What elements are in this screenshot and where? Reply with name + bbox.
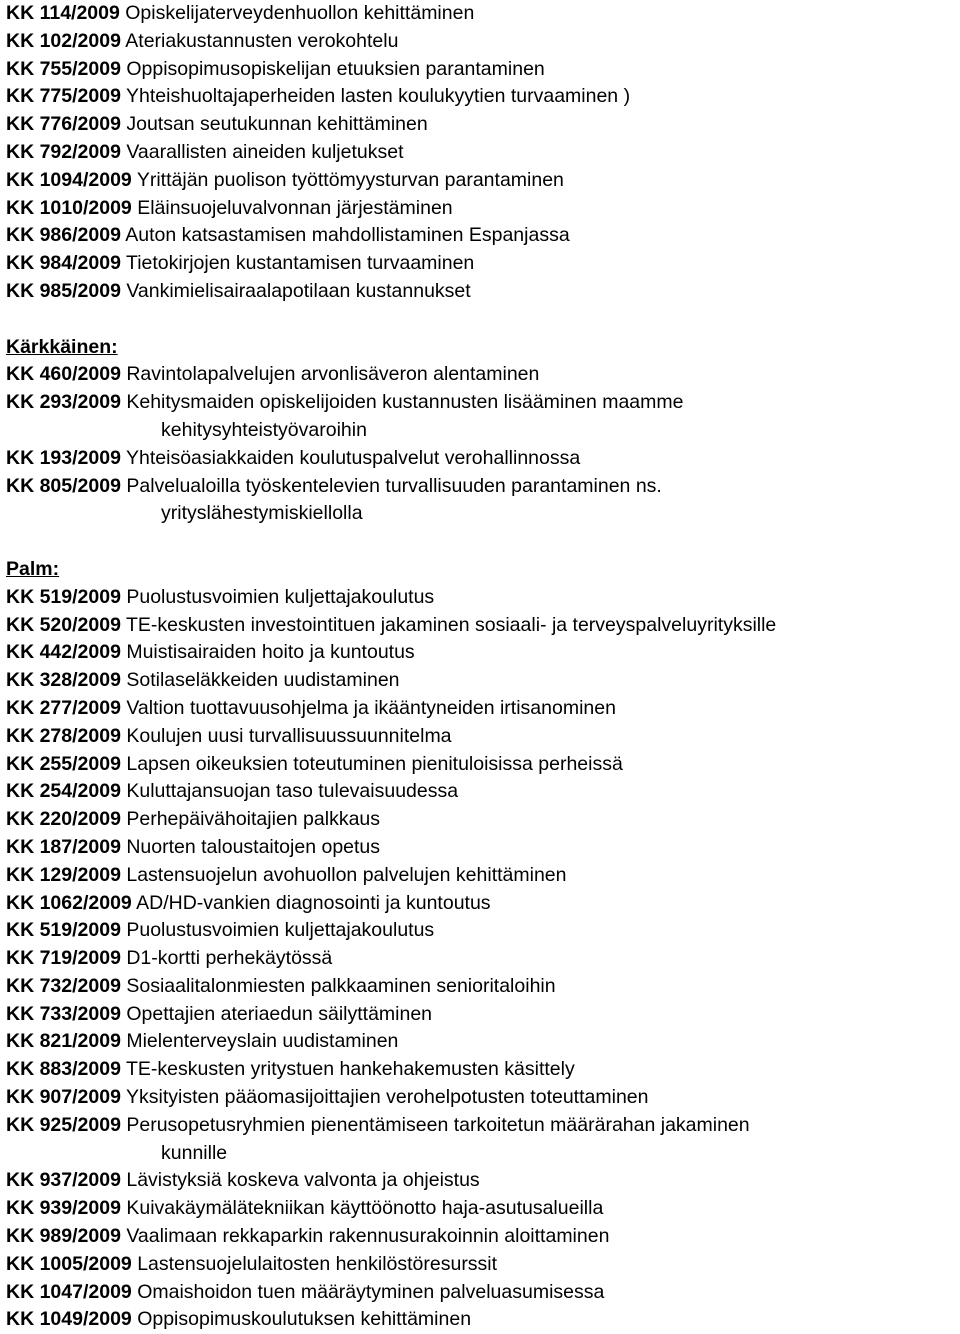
- question-entry: [6, 1112, 960, 1140]
- question-title: AD/HD-vankien diagnosointi ja kuntoutus: [136, 891, 491, 914]
- question-title: Eläinsuojeluvalvonnan järjestäminen: [137, 196, 453, 219]
- question-code: KK 775/2009: [6, 85, 121, 108]
- question-title: Puolustusvoimien kuljettajakoulutus: [126, 585, 435, 608]
- question-title-continuation: kehitysyhteistyövaroihin: [161, 418, 367, 441]
- question-entry: [6, 361, 960, 389]
- question-code: KK 776/2009: [6, 113, 121, 136]
- question-code: KK 1005/2009: [6, 1252, 132, 1275]
- question-entry: [6, 1001, 960, 1029]
- section-heading-karkkainen: Kärkkäinen:: [6, 335, 118, 358]
- question-entry: [6, 584, 960, 612]
- question-code: KK 255/2009: [6, 752, 121, 775]
- question-code: KK 989/2009: [6, 1225, 121, 1248]
- question-title: Yksityisten pääomasijoittajien verohelpotusten toteuttaminen: [126, 1086, 649, 1109]
- question-title: Opettajien ateriaedun säilyttäminen: [126, 1002, 433, 1025]
- question-title: Lapsen oikeuksien toteutuminen pienituloisissa perheissä: [126, 752, 623, 775]
- question-title: TE-keskusten investointituen jakaminen sosiaali- ja terveyspalveluyrityksille: [126, 613, 777, 636]
- question-entry: [6, 56, 960, 84]
- question-title: Koulujen uusi turvallisuussuunnitelma: [126, 724, 452, 747]
- question-title: Ateriakustannusten verokohtelu: [125, 29, 399, 52]
- question-list-section-1: [6, 0, 960, 306]
- question-code: KK 254/2009: [6, 780, 121, 803]
- question-code: KK 293/2009: [6, 391, 121, 414]
- question-entry: [6, 834, 960, 862]
- question-code: KK 220/2009: [6, 808, 121, 831]
- question-entry: [6, 1195, 960, 1223]
- question-entry: [6, 445, 960, 473]
- question-code: KK 907/2009: [6, 1086, 121, 1109]
- question-title: Sotilaseläkkeiden uudistaminen: [126, 669, 400, 692]
- question-entry: [6, 1279, 960, 1307]
- question-code: KK 442/2009: [6, 641, 121, 664]
- question-code: KK 805/2009: [6, 474, 121, 497]
- question-entry: [6, 389, 960, 417]
- question-entry: [6, 1167, 960, 1195]
- question-code: KK 755/2009: [6, 57, 121, 80]
- question-code: KK 1094/2009: [6, 168, 132, 191]
- question-code: KK 939/2009: [6, 1197, 121, 1220]
- question-title: Puolustusvoimien kuljettajakoulutus: [126, 919, 435, 942]
- question-title: Opiskelijaterveydenhuollon kehittäminen: [125, 2, 475, 24]
- question-entry: [6, 639, 960, 667]
- section-heading-palm: Palm:: [6, 557, 60, 580]
- question-title: Valtion tuottavuusohjelma ja ikääntyneiden irtisanominen: [126, 696, 616, 719]
- question-code: KK 187/2009: [6, 835, 121, 858]
- question-title: Auton katsastamisen mahdollistaminen Espanjassa: [125, 224, 570, 247]
- question-code: KK 792/2009: [6, 140, 121, 163]
- question-title: TE-keskusten yritystuen hankehakemusten käsittely: [126, 1058, 575, 1081]
- question-entry: [6, 1223, 960, 1251]
- question-entry: [6, 1084, 960, 1112]
- question-title: Mielenterveyslain uudistaminen: [126, 1030, 399, 1053]
- question-code: KK 102/2009: [6, 29, 121, 52]
- question-title: Vaarallisten aineiden kuljetukset: [126, 140, 404, 163]
- question-entry: [6, 667, 960, 695]
- question-title: Ravintolapalvelujen arvonlisäveron alentaminen: [126, 363, 540, 386]
- question-code: KK 883/2009: [6, 1058, 121, 1081]
- question-title: Vaalimaan rekkaparkin rakennusurakoinnin aloittaminen: [126, 1225, 610, 1248]
- question-code: KK 278/2009: [6, 724, 121, 747]
- question-code: KK 984/2009: [6, 252, 121, 275]
- question-code: KK 925/2009: [6, 1113, 121, 1136]
- question-entry: [6, 1251, 960, 1279]
- question-code: KK 986/2009: [6, 224, 121, 247]
- question-title: Yhteisöasiakkaiden koulutuspalvelut verohallinnossa: [126, 446, 581, 469]
- question-entry: [6, 751, 960, 779]
- question-title-continuation: kunnille: [161, 1141, 228, 1164]
- question-entry: [6, 1056, 960, 1084]
- question-code: KK 1010/2009: [6, 196, 132, 219]
- question-title: Tietokirjojen kustantamisen turvaaminen: [126, 252, 475, 275]
- section-spacer: [6, 306, 960, 334]
- question-entry: [6, 723, 960, 751]
- question-title: D1-kortti perhekäytössä: [126, 947, 333, 970]
- question-list-section-karkkainen: [6, 334, 960, 529]
- question-code: KK 1049/2009: [6, 1308, 132, 1331]
- document-body: [6, 0, 960, 1334]
- question-entry: [6, 278, 960, 306]
- question-entry: [6, 945, 960, 973]
- question-title: Oppisopimusopiskelijan etuuksien parantaminen: [126, 57, 545, 80]
- question-code: KK 460/2009: [6, 363, 121, 386]
- question-title: Vankimielisairaalapotilaan kustannukset: [126, 279, 471, 302]
- question-title: Palvelualoilla työskentelevien turvallisuuden parantaminen ns.: [126, 474, 662, 497]
- question-code: KK 733/2009: [6, 1002, 121, 1025]
- question-entry: [6, 28, 960, 56]
- question-entry: [6, 111, 960, 139]
- question-title: Muistisairaiden hoito ja kuntoutus: [126, 641, 415, 664]
- question-code: KK 129/2009: [6, 863, 121, 886]
- question-title: Lävistyksiä koskeva valvonta ja ohjeistus: [126, 1169, 480, 1192]
- question-entry: [6, 139, 960, 167]
- question-code: KK 719/2009: [6, 947, 121, 970]
- question-title: Perusopetusryhmien pienentämiseen tarkoitetun määrärahan jakaminen: [126, 1113, 750, 1136]
- question-title: Kuluttajansuojan taso tulevaisuudessa: [126, 780, 459, 803]
- question-entry: [6, 222, 960, 250]
- question-code: KK 520/2009: [6, 613, 121, 636]
- question-entry: [6, 917, 960, 945]
- question-entry: [6, 612, 960, 640]
- question-code: KK 277/2009: [6, 696, 121, 719]
- question-entry: [6, 862, 960, 890]
- question-title: Joutsan seutukunnan kehittäminen: [126, 113, 428, 136]
- question-entry: [6, 1306, 960, 1334]
- question-entry: [6, 0, 960, 28]
- question-title: Oppisopimuskoulutuksen kehittäminen: [137, 1308, 472, 1331]
- question-title: Kehitysmaiden opiskelijoiden kustannusten lisääminen maamme: [126, 391, 684, 414]
- question-title: Sosiaalitalonmiesten palkkaaminen senioritaloihin: [126, 974, 556, 997]
- question-code: KK 1062/2009: [6, 891, 132, 914]
- question-code: KK 1047/2009: [6, 1280, 132, 1303]
- question-title-continuation: yrityslähestymiskiellolla: [161, 502, 363, 525]
- question-title: Yhteishuoltajaperheiden lasten koulukyytien turvaaminen ): [126, 85, 631, 108]
- question-title: Omaishoidon tuen määräytyminen palveluasumisessa: [137, 1280, 605, 1303]
- question-entry: [6, 890, 960, 918]
- question-code: KK 821/2009: [6, 1030, 121, 1053]
- question-code: KK 985/2009: [6, 279, 121, 302]
- question-title: Lastensuojelun avohuollon palvelujen kehittäminen: [126, 863, 567, 886]
- question-list-section-palm: [6, 556, 960, 1334]
- question-code: KK 328/2009: [6, 669, 121, 692]
- question-title: Kuivakäymälätekniikan käyttöönotto haja-asutusalueilla: [126, 1197, 604, 1220]
- question-title: Yrittäjän puolison työttömyysturvan parantaminen: [136, 168, 564, 191]
- section-spacer: [6, 528, 960, 556]
- question-code: KK 193/2009: [6, 446, 121, 469]
- question-entry: [6, 806, 960, 834]
- question-code: KK 519/2009: [6, 585, 121, 608]
- question-entry: [6, 250, 960, 278]
- question-code: KK 732/2009: [6, 974, 121, 997]
- question-title: Lastensuojelulaitosten henkilöstöresurssit: [137, 1252, 498, 1275]
- question-code: KK 937/2009: [6, 1169, 121, 1192]
- question-entry: [6, 695, 960, 723]
- question-entry: [6, 473, 960, 501]
- question-entry: [6, 83, 960, 111]
- question-entry: [6, 167, 960, 195]
- question-entry: [6, 973, 960, 1001]
- question-code: KK 114/2009: [6, 2, 120, 24]
- question-code: KK 519/2009: [6, 919, 121, 942]
- question-entry: [6, 195, 960, 223]
- question-title: Nuorten taloustaitojen opetus: [126, 835, 381, 858]
- question-title: Perhepäivähoitajien palkkaus: [126, 808, 381, 831]
- question-entry: [6, 1028, 960, 1056]
- question-entry: [6, 778, 960, 806]
